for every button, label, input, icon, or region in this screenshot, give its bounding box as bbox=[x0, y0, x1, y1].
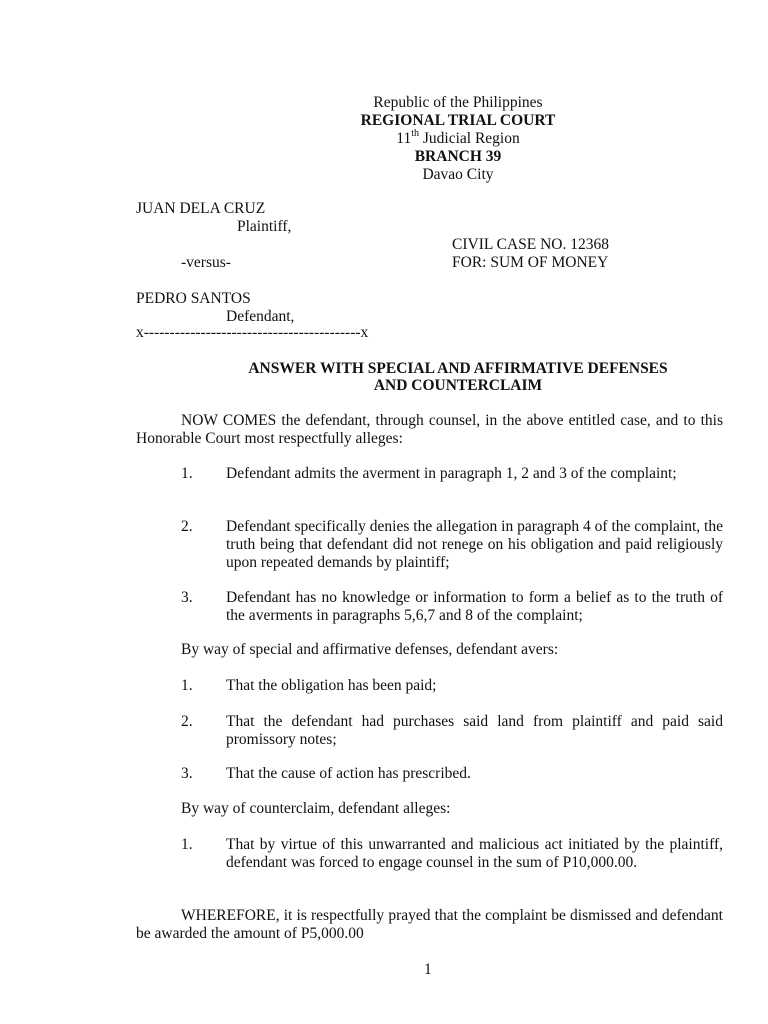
defendant-role: Defendant, bbox=[226, 308, 295, 325]
region-text: Judicial Region bbox=[418, 130, 520, 147]
versus-label: -versus- bbox=[181, 254, 231, 271]
branch-line: BRANCH 39 bbox=[414, 148, 502, 165]
city-line: Davao City bbox=[422, 166, 494, 183]
document-title-line1: ANSWER WITH SPECIAL AND AFFIRMATIVE DEFENSES bbox=[248, 360, 668, 377]
allegation-text: Defendant has no knowledge or information to form a belief as to the truth of the averments in paragraphs 5,6,7 and 8 of the complaint; bbox=[226, 589, 723, 624]
defenses-intro: By way of special and affirmative defenses, defendant avers: bbox=[181, 641, 559, 658]
allegation-number: 3. bbox=[181, 589, 193, 606]
case-subject: FOR: SUM OF MONEY bbox=[452, 254, 609, 271]
defense-number: 2. bbox=[181, 713, 193, 730]
caption-separator: x------------------------------------------x bbox=[136, 324, 369, 341]
defense-text: That the cause of action has prescribed. bbox=[226, 765, 471, 782]
republic-line: Republic of the Philippines bbox=[373, 94, 543, 111]
wherefore-paragraph: WHEREFORE, it is respectfully prayed that the complaint be dismissed and defendant be awarded the amount of P5,000.00 bbox=[136, 907, 723, 942]
region-suffix: th bbox=[411, 127, 419, 139]
allegation-text: Defendant admits the averment in paragraph 1, 2 and 3 of the complaint; bbox=[226, 465, 677, 482]
allegation-text: Defendant specifically denies the allegation in paragraph 4 of the complaint, the truth being that defendant did not renege on his obligation and paid religiously upon repeated demands by plaintiff; bbox=[226, 518, 723, 571]
counterclaim-number: 1. bbox=[181, 836, 193, 853]
judicial-region bbox=[0, 127, 768, 148]
defense-text: That the defendant had purchases said land from plaintiff and paid said promissory notes; bbox=[226, 713, 723, 748]
page-number: 1 bbox=[424, 961, 432, 978]
counterclaim-intro: By way of counterclaim, defendant alleges: bbox=[181, 800, 451, 817]
allegation-number: 1. bbox=[181, 465, 193, 482]
defense-text: That the obligation has been paid; bbox=[226, 677, 437, 694]
intro-paragraph: NOW COMES the defendant, through counsel, in the above entitled case, and to this Honorable Court most respectfully alleges: bbox=[136, 412, 723, 447]
document-title-line2: AND COUNTERCLAIM bbox=[373, 377, 543, 394]
defendant-name: PEDRO SANTOS bbox=[136, 290, 251, 307]
defense-number: 1. bbox=[181, 677, 193, 694]
case-number: CIVIL CASE NO. 12368 bbox=[452, 236, 610, 253]
plaintiff-role: Plaintiff, bbox=[237, 218, 292, 235]
plaintiff-name: JUAN DELA CRUZ bbox=[136, 200, 266, 217]
allegation-number: 2. bbox=[181, 518, 193, 535]
court-name: REGIONAL TRIAL COURT bbox=[360, 112, 556, 129]
defense-number: 3. bbox=[181, 765, 193, 782]
region-number: 11 bbox=[396, 130, 412, 147]
counterclaim-text: That by virtue of this unwarranted and malicious act initiated by the plaintiff, defendant was forced to engage counsel in the sum of P10,000.00. bbox=[226, 836, 723, 871]
